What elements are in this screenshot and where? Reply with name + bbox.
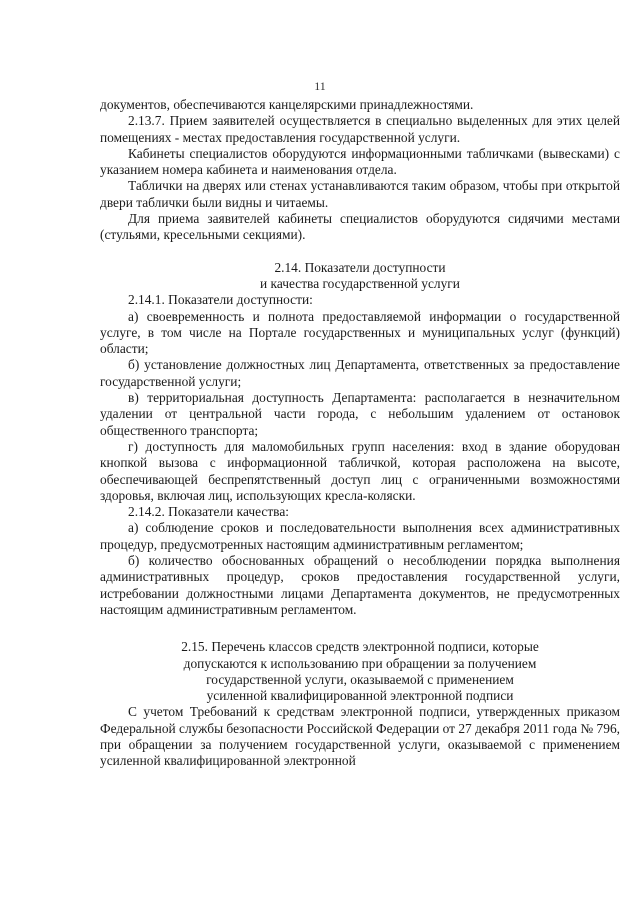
paragraph: г) доступность для маломобильных групп населения: вход в здание оборудован кнопкой вызова с информационной табличкой, которая расположена на высоте, обеспечивающей беспрепятственный доступ лиц с ограниченными возможностями здоровья, включая лиц, использующих кресла-коляски. — [100, 438, 620, 503]
spacer — [100, 244, 620, 260]
section-heading: 2.14. Показатели доступности — [274, 259, 446, 275]
paragraph: б) количество обоснованных обращений о несоблюдении порядка выполнения административных процедур, сроков предоставления государственной услуги, истребовании должностными лицами Департамента документов, не предусмотренных настоящим административным регламентом. — [100, 553, 620, 617]
section-heading: усиленной квалифицированной электронной подписи — [206, 688, 514, 704]
page-number: 11 — [314, 79, 326, 93]
paragraph: Таблички на дверях или стенах устанавливаются таким образом, чтобы при открытой двери таблички были видны и читаемы. — [100, 178, 620, 210]
paragraph: а) своевременность и полнота предоставляемой информации о государственной услуге, в том числе на Портале государственных и муниципальных услуг (функций) области; — [100, 308, 620, 357]
spacer — [100, 618, 620, 639]
section-heading: допускаются к использованию при обращении за получением — [183, 655, 537, 671]
paragraph: 2.13.7. Прием заявителей осуществляется в специально выделенных для этих целей помещениях - местах предоставления государственной услуги. — [100, 113, 620, 145]
section-heading: 2.15. Перечень классов средств электронной подписи, которые — [181, 639, 539, 655]
paragraph: а) соблюдение сроков и последовательности выполнения всех административных процедур, предусмотренных настоящим административным регламентом; — [100, 520, 620, 552]
paragraph: Кабинеты специалистов оборудуются информационными табличками (вывесками) с указанием номера кабинета и наименования отдела. — [100, 145, 620, 178]
section-heading: и качества государственной услуги — [260, 275, 460, 291]
paragraph: 2.14.1. Показатели доступности: — [128, 292, 313, 308]
paragraph: С учетом Требований к средствам электронной подписи, утвержденных приказом Федеральной службы безопасности Российской Федерации от 27 декабря 2011 года № 796, при обращении за получением государственной услуги, оказываемой с применением усиленной квалифицированной электронной — [100, 704, 620, 769]
paragraph: в) территориальная доступность Департамента: располагается в незначительном удалении от центральной части города, с небольшим удалением от остановок общественного транспорта; — [100, 390, 620, 438]
paragraph: б) установление должностных лиц Департамента, ответственных за предоставление государственной услуги; — [100, 357, 620, 389]
paragraph: Для приема заявителей кабинеты специалистов оборудуются сидячими местами (стульями, кресельными секциями). — [100, 211, 620, 243]
section-heading: государственной услуги, оказываемой с применением — [206, 671, 514, 687]
paragraph: документов, обеспечиваются канцелярскими принадлежностями. — [100, 97, 474, 112]
document-body — [100, 97, 620, 770]
paragraph: 2.14.2. Показатели качества: — [128, 504, 289, 520]
